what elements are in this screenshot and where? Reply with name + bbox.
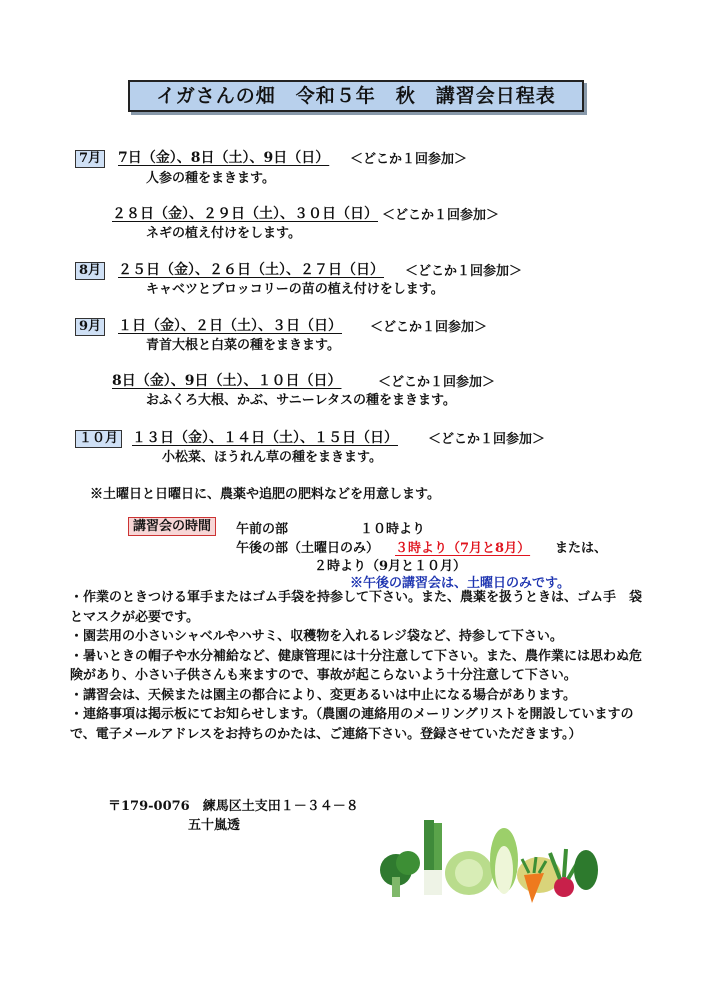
afternoon-label: 午後の部（土曜日のみ）: [236, 541, 380, 556]
vegetables-illustration: [374, 815, 604, 905]
note-item: ・連絡事項は掲示板にてお知らせします。（農園の連絡用のメーリングリストを開設していますので、電子メールアドレスをお持ちのかたは、ご連絡下さい。登録させていただきます。）: [70, 707, 634, 742]
afternoon-or: または、: [555, 541, 608, 556]
september-dates-2: 8日（金）、9日（土）、１０日（日）: [112, 373, 342, 389]
page-title: イガさんの畑 令和５年 秋 講習会日程表: [128, 80, 584, 112]
month-september: 9月: [75, 315, 105, 336]
july-desc-1: 人参の種をまきます。: [146, 171, 275, 186]
month-october: １０月: [75, 427, 122, 448]
july-note-2: ＜どこか１回参加＞: [382, 208, 500, 223]
october-dates-1: １３日（金）、１４日（土）、１５日（日）: [132, 430, 398, 446]
september-dates-1: １日（金）、２日（土）、３日（日）: [118, 318, 342, 334]
morning-time: １０時より: [360, 522, 426, 537]
july-dates-2: ２８日（金）、２９日（土）、３０日（日）: [112, 206, 378, 222]
august-note-1: ＜どこか１回参加＞: [405, 264, 523, 279]
october-desc-1: 小松菜、ほうれん草の種をまきます。: [162, 450, 382, 465]
month-august: 8月: [75, 259, 105, 280]
address: 〒179-0076 練馬区土支田１－３４－８: [108, 799, 359, 814]
september-desc-2: おふくろ大根、かぶ、サニーレタスの種をまきます。: [146, 393, 456, 408]
note-item: ・作業のときつける軍手またはゴム手袋を持参して下さい。また、農薬を扱うときは、ゴム手 袋とマスクが必要です。: [70, 590, 643, 625]
note-item: ・講習会は、天候または園主の都合により、変更あるいは中止になる場合があります。: [70, 687, 576, 703]
july-desc-2: ネギの植え付けをします。: [146, 226, 301, 241]
october-note-1: ＜どこか１回参加＞: [428, 432, 546, 447]
september-note-1: ＜どこか１回参加＞: [370, 320, 488, 335]
september-desc-1: 青首大根と白菜の種をまきます。: [146, 338, 340, 353]
july-dates-1: 7日（金）、8日（土）、9日（日）: [118, 150, 330, 166]
notes-list: [70, 588, 650, 744]
saturday-only-note: ※午後の講習会は、土曜日のみです。: [350, 576, 570, 591]
july-note-1: ＜どこか１回参加＞: [350, 152, 468, 167]
note-item: ・暑いときの帽子や水分補給など、健康管理には十分注意して下さい。また、農作業には思わぬ危険があり、小さい子供さんも来ますので、事故が起こらないよう十分注意して下さい。: [70, 648, 643, 683]
lecture-label: 講習会の時間: [128, 517, 216, 536]
august-dates-1: ２５日（金）、２６日（土）、２７日（日）: [118, 262, 384, 278]
morning-label: 午前の部: [236, 522, 289, 537]
author-name: 五十嵐透: [188, 818, 241, 833]
supplies-note: ※土曜日と日曜日に、農薬や追肥の肥料などを用意します。: [90, 487, 440, 502]
august-desc-1: キャベツとブロッコリーの苗の植え付けをします。: [146, 282, 444, 297]
afternoon-time-autumn: ２時より（9月と１０月）: [314, 559, 467, 574]
afternoon-time-summer: ３時より（7月と8月）: [395, 541, 531, 556]
note-item: ・園芸用の小さいシャベルやハサミ、収穫物を入れるレジ袋など、持参して下さい。: [70, 629, 563, 644]
month-july: 7月: [75, 147, 105, 168]
september-note-2: ＜どこか１回参加＞: [378, 375, 496, 390]
